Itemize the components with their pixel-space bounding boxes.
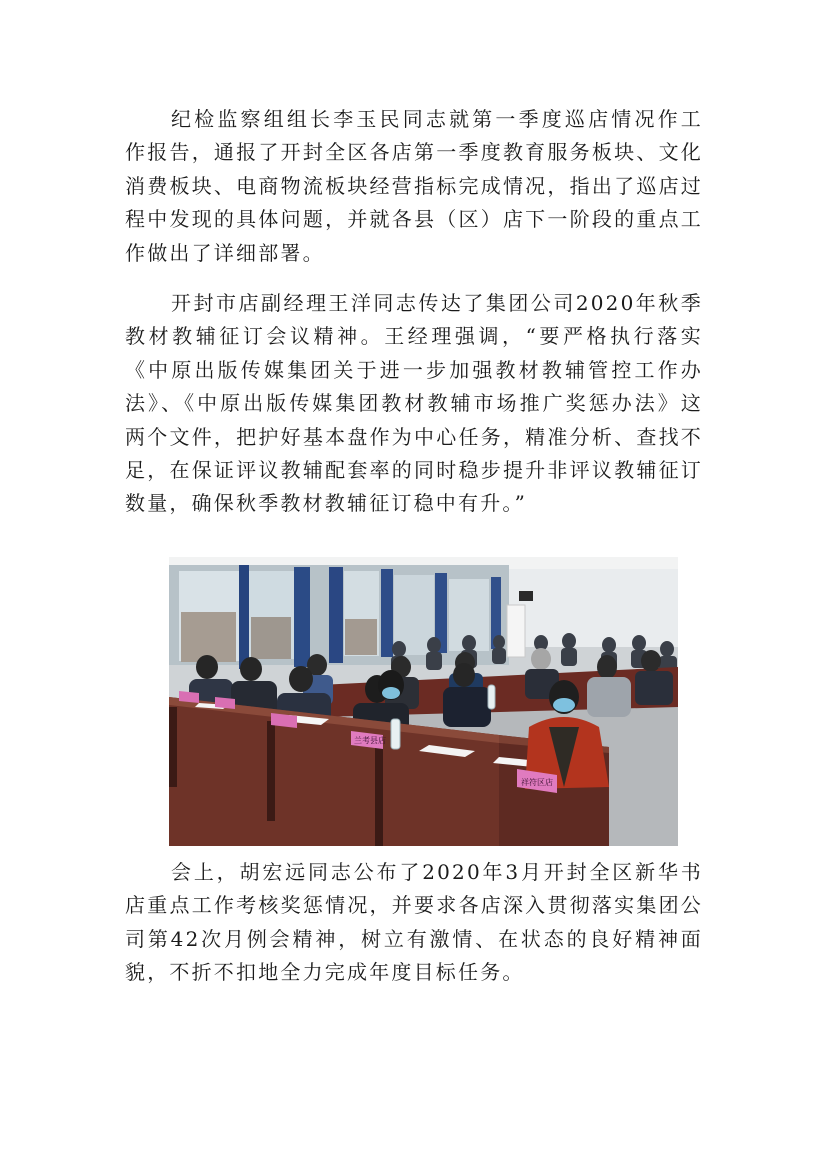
paragraph-assessment-results: 会上，胡宏远同志公布了2020年3月开封全区新华书店重点工作考核奖惩情况，并要求各店深入贯彻落实集团公司第42次月例会精神，树立有激情、在状态的良好精神面貌，不折不扣地全力完成年度目标任务。: [125, 860, 703, 985]
meeting-photo: [169, 557, 678, 846]
svg-text:兰考县店: 兰考县店: [354, 736, 386, 745]
paragraph-inspection-report: 纪检监察组组长李玉民同志就第一季度巡店情况作工作报告，通报了开封全区各店第一季度教育服务板块、文化消费板块、电商物流板块经营指标完成情况，指出了巡店过程中发现的具体问题，并就各县（区）店下一阶段的重点工作做出了详细部署。: [125, 107, 703, 265]
svg-text:祥符区店: 祥符区店: [521, 778, 553, 787]
paragraph-textbook-meeting: 开封市店副经理王洋同志传达了集团公司2020年秋季教材教辅征订会议精神。王经理强调，“要严格执行落实《中原出版传媒集团关于进一步加强教材教辅管控工作办法》、《中原出版传媒集团教材教辅市场推广奖惩办法》这两个文件，把护好基本盘作为中心任务，精准分析、查找不足，在保证评议教辅配套率的同时稳步提升非评议教辅征订数量，确保秋季教材教辅征订稳中有升。”: [125, 291, 703, 516]
